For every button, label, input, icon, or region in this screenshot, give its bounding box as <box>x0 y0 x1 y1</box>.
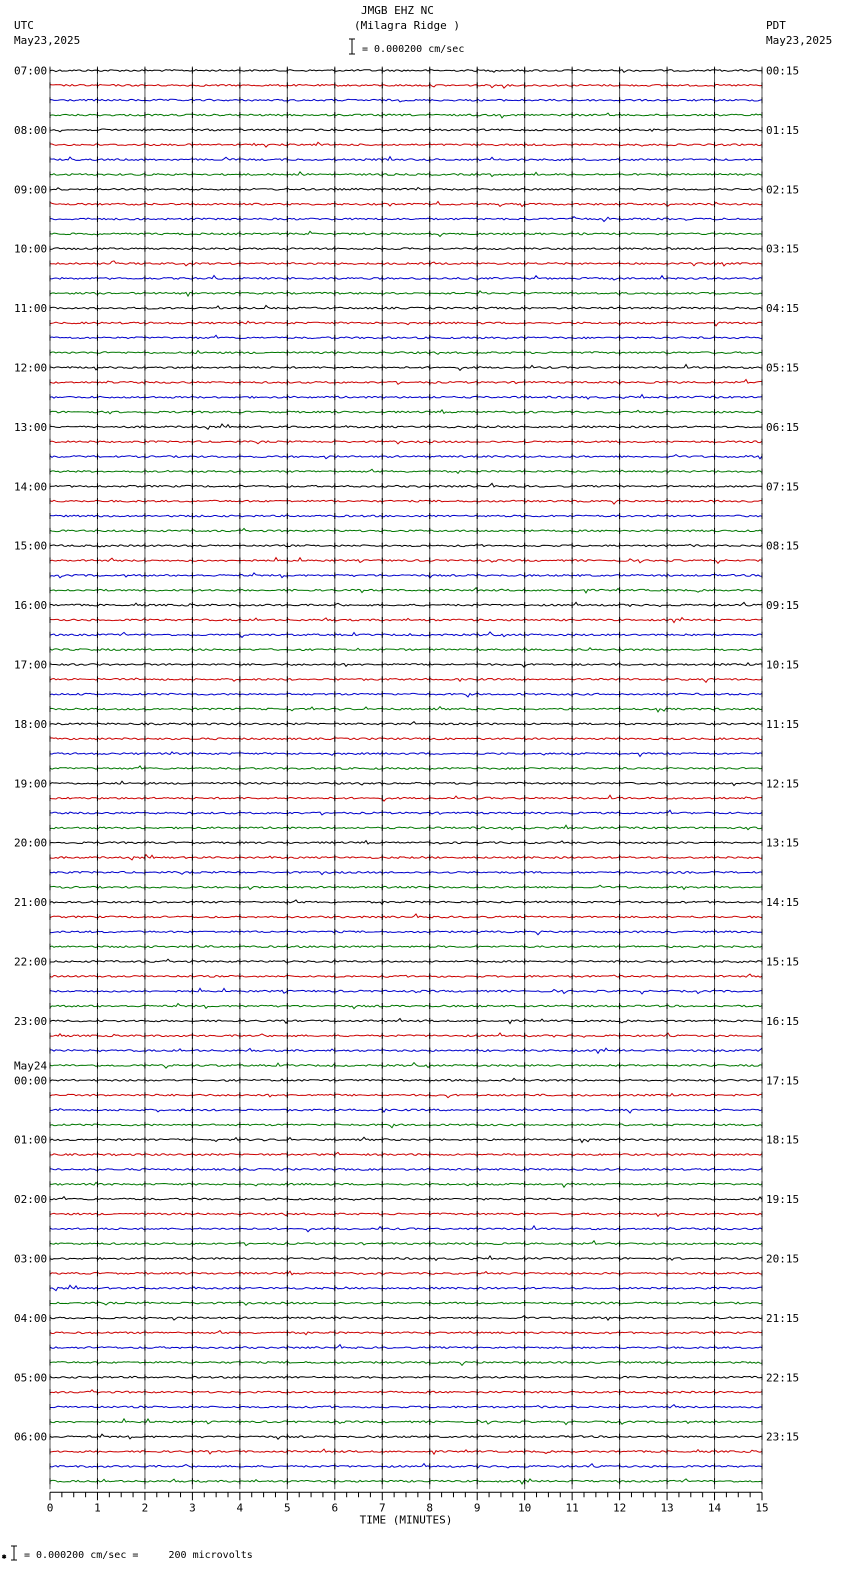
seismic-trace <box>50 529 762 532</box>
seismic-trace <box>50 500 762 504</box>
x-tick-label: 12 <box>612 1501 627 1515</box>
pdt-hour-label: 20:15 <box>766 1252 800 1266</box>
pdt-hour-label: 23:15 <box>766 1430 800 1444</box>
seismic-trace <box>50 1362 762 1366</box>
seismic-trace <box>50 424 762 429</box>
seismic-trace <box>50 380 762 385</box>
trace-group <box>50 68 762 1485</box>
seismic-trace <box>50 365 762 371</box>
seismic-trace <box>50 455 762 459</box>
x-tick-label: 10 <box>518 1501 532 1515</box>
seismic-trace <box>50 795 762 801</box>
seismic-trace <box>50 872 762 875</box>
seismic-trace <box>50 1376 762 1378</box>
seismic-trace <box>50 693 762 697</box>
utc-hour-label: 00:00 <box>14 1074 48 1088</box>
footer-scale-label: = 0.000200 cm/sec = 200 microvolts <box>24 1550 253 1561</box>
seismic-trace <box>50 558 762 564</box>
seismic-trace <box>50 1109 762 1113</box>
utc-hour-label: 07:00 <box>14 64 48 78</box>
utc-hour-label: 18:00 <box>14 717 48 731</box>
utc-hour-label: 15:00 <box>14 539 48 553</box>
seismic-trace <box>50 129 762 132</box>
seismic-trace <box>50 1169 762 1171</box>
x-tick-label: 14 <box>707 1501 722 1515</box>
seismic-trace <box>50 1137 762 1142</box>
x-tick-label: 5 <box>284 1501 291 1515</box>
x-tick-label: 13 <box>660 1501 674 1515</box>
seismic-trace <box>50 841 762 844</box>
seismic-trace <box>50 1405 762 1408</box>
pdt-hour-label: 04:15 <box>766 302 800 316</box>
pdt-hour-label: 00:15 <box>766 64 800 78</box>
seismic-trace <box>50 1048 762 1053</box>
pdt-hour-label: 16:15 <box>766 1014 800 1028</box>
date-change-label: May24 <box>14 1059 48 1073</box>
seismic-trace <box>50 988 762 994</box>
seismic-trace <box>50 469 762 473</box>
seismic-trace <box>50 914 762 918</box>
seismic-trace <box>50 1241 762 1246</box>
seismic-trace <box>50 321 762 326</box>
seismic-trace <box>50 1033 762 1037</box>
seismic-trace <box>50 1019 762 1024</box>
pdt-hour-label: 13:15 <box>766 836 800 850</box>
x-tick-label: 2 <box>141 1501 149 1515</box>
left-timezone: UTC <box>14 19 34 32</box>
seismic-trace <box>50 678 762 682</box>
seismic-trace <box>50 1197 762 1201</box>
seismic-trace <box>50 766 762 770</box>
site-name: (Milagra Ridge ) <box>354 19 460 32</box>
utc-hour-label: 20:00 <box>14 836 48 850</box>
station-title: JMGB EHZ NC <box>361 4 434 17</box>
x-tick-label: 6 <box>331 1501 339 1515</box>
pdt-hour-label: 10:15 <box>766 658 800 672</box>
seismic-trace <box>50 1434 762 1439</box>
seismic-trace <box>50 85 762 89</box>
seismic-trace <box>50 1464 762 1468</box>
seismic-trace <box>50 395 762 400</box>
utc-hour-label: 08:00 <box>14 123 48 137</box>
seismic-trace <box>50 618 762 623</box>
seismic-trace <box>50 1285 762 1290</box>
seismic-trace <box>50 974 762 977</box>
seismic-trace <box>50 217 762 222</box>
utc-hour-label: 06:00 <box>14 1430 48 1444</box>
pdt-hour-label: 19:15 <box>766 1193 800 1207</box>
scale-bar-icon <box>2 39 355 1562</box>
seismic-trace <box>50 483 762 487</box>
seismic-trace <box>50 1183 762 1188</box>
seismic-trace <box>50 1004 762 1009</box>
seismic-trace <box>50 900 762 904</box>
seismic-trace <box>50 142 762 147</box>
seismic-trace <box>50 1063 762 1069</box>
utc-hour-label: 02:00 <box>14 1193 48 1207</box>
seismic-trace <box>50 855 762 860</box>
seismic-trace <box>50 1316 762 1320</box>
pdt-hour-label: 05:15 <box>766 361 800 375</box>
left-date: May23,2025 <box>14 34 81 47</box>
utc-hour-label: 01:00 <box>14 1133 48 1147</box>
seismic-trace <box>50 515 762 517</box>
utc-hour-label: 23:00 <box>14 1014 48 1028</box>
pdt-hour-label: 15:15 <box>766 955 800 969</box>
pdt-hour-label: 21:15 <box>766 1311 800 1325</box>
x-tick-label: 1 <box>94 1501 101 1515</box>
seismic-trace <box>50 261 762 266</box>
seismic-trace <box>50 231 762 236</box>
pdt-hour-label: 08:15 <box>766 539 800 553</box>
seismic-trace <box>50 738 762 740</box>
utc-hour-label: 17:00 <box>14 658 48 672</box>
seismic-trace <box>50 248 762 250</box>
x-tick-label: 0 <box>46 1501 54 1515</box>
seismic-trace <box>50 573 762 578</box>
pdt-hour-label: 01:15 <box>766 123 800 137</box>
pdt-hour-label: 11:15 <box>766 717 800 731</box>
minute-grid <box>50 67 762 1490</box>
utc-hour-label: 22:00 <box>14 955 48 969</box>
x-tick-label: 4 <box>236 1501 244 1515</box>
seismic-trace <box>50 70 762 73</box>
right-timezone: PDT <box>766 19 786 32</box>
seismic-trace <box>50 1419 762 1425</box>
utc-hour-label: 16:00 <box>14 599 48 613</box>
x-axis <box>47 1492 769 1526</box>
pdt-hour-label: 03:15 <box>766 242 800 256</box>
pdt-hour-label: 22:15 <box>766 1371 800 1385</box>
seismic-trace <box>50 1449 762 1454</box>
pdt-hour-label: 06:15 <box>766 420 800 434</box>
seismic-trace <box>50 1390 762 1394</box>
seismic-trace <box>50 931 762 935</box>
seismic-trace <box>50 1331 762 1335</box>
seismic-trace <box>50 441 762 444</box>
utc-hour-label: 10:00 <box>14 242 48 256</box>
seismic-trace <box>50 157 762 161</box>
x-axis-label: TIME (MINUTES) <box>359 1513 453 1527</box>
utc-hour-label: 04:00 <box>14 1311 48 1325</box>
seismic-trace <box>50 722 762 725</box>
utc-hour-label: 03:00 <box>14 1252 48 1266</box>
seismic-trace <box>50 810 762 815</box>
seismic-trace <box>50 544 762 547</box>
utc-hour-label: 19:00 <box>14 777 48 791</box>
seismic-trace <box>50 663 762 667</box>
seismic-trace <box>50 1479 762 1484</box>
seismic-trace <box>50 1152 762 1155</box>
seismic-trace <box>50 1345 762 1349</box>
seismic-trace <box>50 1213 762 1216</box>
seismic-trace <box>50 959 762 963</box>
seismic-trace <box>50 781 762 785</box>
utc-hour-label: 12:00 <box>14 361 48 375</box>
seismic-trace <box>50 1302 762 1305</box>
pdt-hour-label: 14:15 <box>766 896 800 910</box>
utc-hour-label: 13:00 <box>14 420 48 434</box>
seismic-trace <box>50 885 762 889</box>
seismic-trace <box>50 1094 762 1098</box>
pdt-hour-label: 07:15 <box>766 480 800 494</box>
seismic-trace <box>50 825 762 830</box>
x-tick-label: 15 <box>755 1501 769 1515</box>
seismic-trace <box>50 351 762 355</box>
seismic-trace <box>50 1256 762 1261</box>
seismic-trace <box>50 276 762 281</box>
x-tick-label: 9 <box>473 1501 481 1515</box>
pdt-hour-label: 18:15 <box>766 1133 800 1147</box>
seismic-trace <box>50 602 762 606</box>
seismic-trace <box>50 99 762 102</box>
seismic-trace <box>50 707 762 712</box>
scale-label: = 0.000200 cm/sec <box>362 44 465 55</box>
x-tick-label: 8 <box>426 1501 434 1515</box>
seismic-trace <box>50 202 762 207</box>
seismic-trace <box>50 113 762 118</box>
right-date: May23,2025 <box>766 34 833 47</box>
utc-hour-label: 05:00 <box>14 1371 48 1385</box>
pdt-hour-label: 02:15 <box>766 183 800 197</box>
x-tick-label: 7 <box>378 1501 386 1515</box>
utc-hour-label: 14:00 <box>14 480 48 494</box>
seismic-trace <box>50 305 762 309</box>
svg-text:*: * <box>2 1554 7 1562</box>
seismic-trace <box>50 1078 762 1081</box>
seismic-trace <box>50 588 762 593</box>
seismic-trace <box>50 172 762 177</box>
utc-hour-label: 21:00 <box>14 896 48 910</box>
x-tick-label: 3 <box>189 1501 196 1515</box>
seismic-trace <box>50 1226 762 1232</box>
seismic-trace <box>50 1124 762 1128</box>
seismic-trace <box>50 291 762 296</box>
seismic-trace <box>50 632 762 638</box>
seismic-trace <box>50 752 762 757</box>
pdt-hour-label: 17:15 <box>766 1074 800 1088</box>
x-tick-label: 11 <box>565 1501 579 1515</box>
utc-hour-label: 09:00 <box>14 183 48 197</box>
seismic-trace <box>50 1271 762 1275</box>
seismic-trace <box>50 188 762 191</box>
utc-hour-label: 11:00 <box>14 302 48 316</box>
pdt-hour-label: 12:15 <box>766 777 800 791</box>
seismic-trace <box>50 335 762 339</box>
seismic-trace <box>50 946 762 948</box>
pdt-hour-label: 09:15 <box>766 599 800 613</box>
seismic-trace <box>50 648 762 651</box>
seismic-trace <box>50 410 762 414</box>
